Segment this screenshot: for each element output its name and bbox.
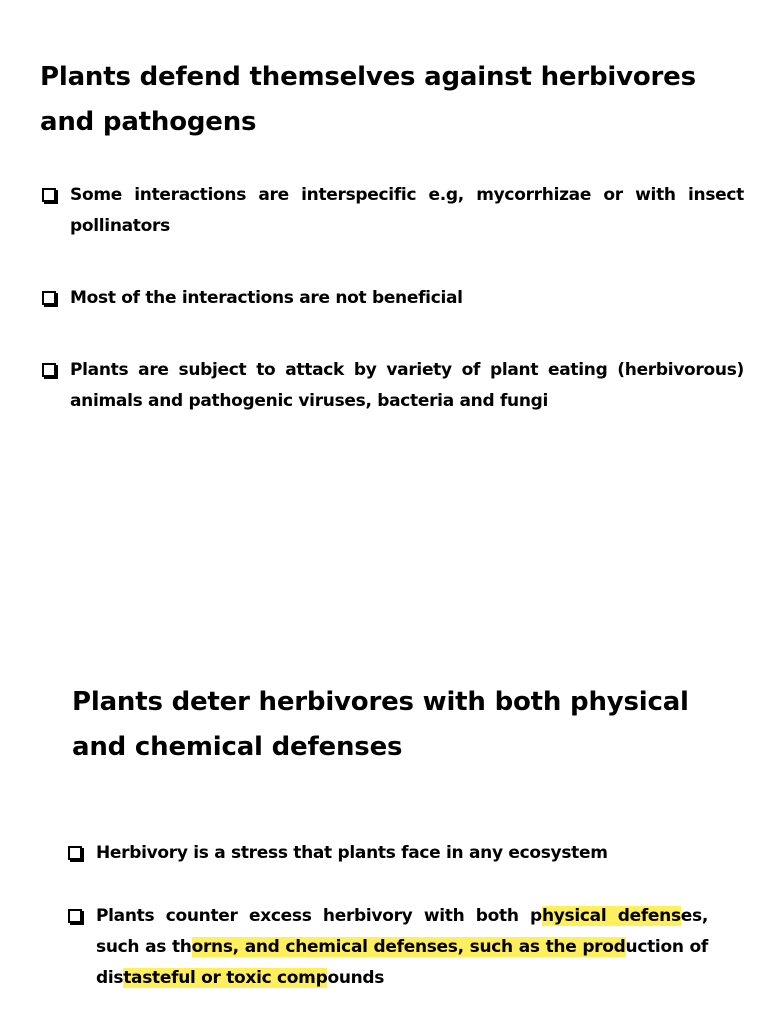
checkbox-square-icon xyxy=(42,188,56,202)
slide-title: Plants deter herbivores with both physical and chemical defenses xyxy=(72,687,689,762)
bullet-text: Most of the interactions are not beneficial xyxy=(70,288,463,308)
bullet-item xyxy=(68,901,708,994)
bullet-list xyxy=(42,180,744,458)
bullet-item xyxy=(42,180,744,242)
checkbox-square-icon xyxy=(42,363,56,377)
slide-plant-defenses xyxy=(0,0,768,500)
bullet-list xyxy=(68,838,708,1026)
checkbox-square-icon xyxy=(68,846,82,860)
bullet-item xyxy=(68,838,708,869)
bullet-text: Some interactions are interspecific e.g, mycorrhizae or with insect pollinators xyxy=(70,185,744,236)
text-segment: ounds xyxy=(327,968,385,988)
text-segment: es, such as th xyxy=(96,906,708,957)
bullet-text: Plants are subject to attack by variety of plant eating (herbivorous) animals and pathogenic viruses, bacteria and fungi xyxy=(70,360,744,411)
highlighted-text: orns, and chemical defenses, such as the prod xyxy=(191,937,626,957)
slide-title: Plants defend themselves against herbivores and pathogens xyxy=(40,62,696,137)
highlighted-text: tasteful or toxic comp xyxy=(123,968,328,988)
bullet-text xyxy=(96,906,708,988)
bullet-item xyxy=(42,355,744,417)
checkbox-square-icon xyxy=(68,909,82,923)
checkbox-square-icon xyxy=(42,291,56,305)
bullet-text: Herbivory is a stress that plants face in any ecosystem xyxy=(96,843,608,863)
text-segment: uction of dis xyxy=(96,937,708,988)
highlighted-text: hysical defens xyxy=(541,906,681,926)
bullet-item xyxy=(42,283,744,314)
text-segment: Plants counter excess herbivory with both p xyxy=(96,906,542,926)
slide-herbivore-deterrence xyxy=(0,500,768,1024)
